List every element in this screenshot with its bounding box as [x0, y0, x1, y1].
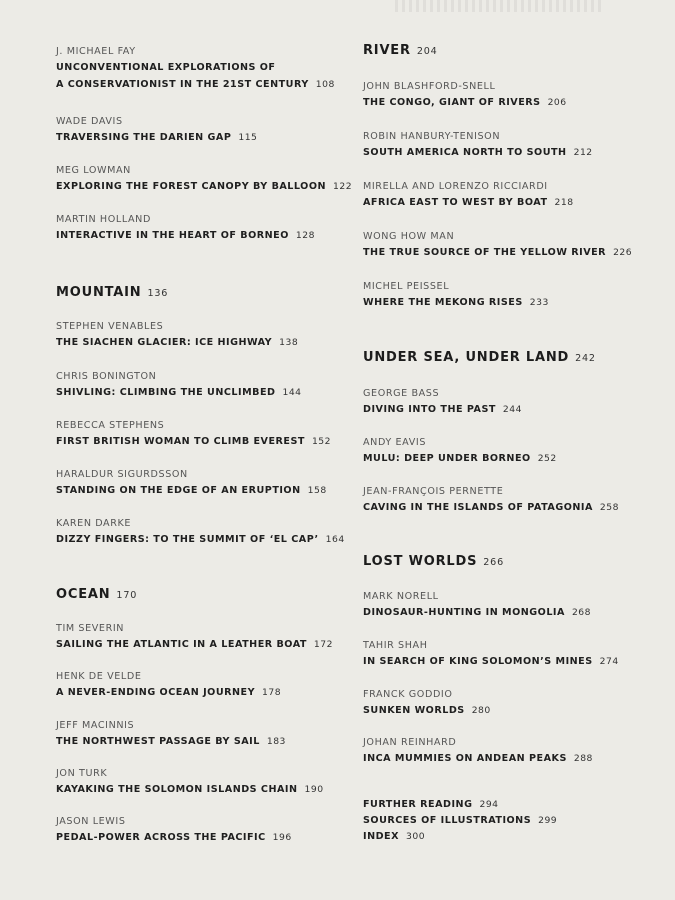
page-number: 258 [599, 502, 619, 513]
page-number: 190 [304, 784, 324, 795]
entry-title-text: MULU: DEEP UNDER BORNEO [363, 453, 531, 464]
toc-entry [363, 485, 619, 516]
page-number: 226 [613, 247, 633, 258]
page-number: 218 [554, 197, 574, 208]
entry-title [56, 129, 257, 146]
entry-title-text: FIRST BRITISH WOMAN TO CLIMB EVEREST [56, 436, 305, 447]
entry-title [363, 94, 567, 111]
entry-title-text: TRAVERSING THE DARIEN GAP [56, 132, 232, 143]
entry-title [56, 227, 315, 244]
entry-title-text: EXPLORING THE FOREST CANOPY BY BALLOON [56, 181, 327, 192]
entry-author: JEFF MACINNIS [56, 720, 135, 731]
entry-author: JON TURK [56, 768, 108, 779]
entry-title-text: UNCONVENTIONAL EXPLORATIONS OF [56, 62, 276, 73]
back-matter-list [363, 797, 557, 845]
section-heading [363, 43, 438, 58]
entry-title [56, 334, 298, 351]
toc-entry [56, 320, 298, 351]
toc-entry [56, 468, 327, 499]
entry-title-text: A NEVER-ENDING OCEAN JOURNEY [56, 687, 256, 698]
toc-entry [56, 767, 324, 798]
entry-title-text: DIVING INTO THE PAST [363, 404, 496, 415]
entry-author: KAREN DARKE [56, 518, 132, 529]
entry-title [363, 401, 522, 418]
entry-author: ANDY EAVIS [363, 437, 427, 448]
entry-title-line2 [56, 76, 335, 93]
entry-title [56, 829, 292, 846]
entry-title-text: AFRICA EAST TO WEST BY BOAT [363, 197, 548, 208]
entry-author: TIM SEVERIN [56, 623, 125, 634]
toc-entry [56, 164, 352, 195]
entry-author: MIRELLA AND LORENZO RICCIARDI [363, 181, 548, 192]
toc-entry [56, 670, 281, 701]
entry-title [56, 636, 333, 653]
page-number: 136 [147, 288, 169, 299]
page-number: 266 [483, 557, 504, 568]
entry-title-text: IN SEARCH OF KING SOLOMON’S MINES [363, 656, 593, 667]
entry-author: MARK NORELL [363, 591, 439, 602]
toc-entry [56, 115, 257, 146]
section-heading [363, 554, 504, 569]
page-number: 108 [315, 79, 335, 90]
back-matter-item [363, 813, 557, 829]
entry-author: ROBIN HANBURY-TENISON [363, 131, 501, 142]
toc-entry [363, 590, 591, 621]
entry-title-text: SAILING THE ATLANTIC IN A LEATHER BOAT [56, 639, 307, 650]
back-matter-label: SOURCES OF ILLUSTRATIONS [363, 815, 532, 826]
section-label: RIVER [363, 43, 411, 58]
page-number: 115 [238, 132, 258, 143]
section-heading [363, 350, 596, 365]
back-matter-label: INDEX [363, 831, 400, 842]
entry-title-text: THE CONGO, GIANT OF RIVERS [363, 97, 541, 108]
page-number: 274 [599, 656, 619, 667]
entry-title [56, 178, 352, 195]
entry-title-text: A CONSERVATIONIST IN THE 21ST CENTURY [56, 79, 309, 90]
page-number: 242 [575, 353, 596, 364]
entry-title [363, 294, 549, 311]
entry-title-text: DINOSAUR-HUNTING IN MONGOLIA [363, 607, 565, 618]
entry-title-text: DIZZY FINGERS: TO THE SUMMIT OF ‘EL CAP’ [56, 534, 319, 545]
toc-entry [56, 622, 333, 653]
back-matter-label: FURTHER READING [363, 799, 473, 810]
page-number: 233 [529, 297, 549, 308]
entry-title-text: PEDAL-POWER ACROSS THE PACIFIC [56, 832, 266, 843]
entry-title [363, 702, 491, 719]
page-number: 122 [333, 181, 353, 192]
page-number: 294 [479, 799, 499, 810]
section-heading [56, 285, 168, 300]
toc-entry [363, 130, 593, 161]
toc-entry [363, 387, 522, 418]
page-number: 212 [573, 147, 593, 158]
entry-author: JEAN-FRANÇOIS PERNETTE [363, 486, 504, 497]
toc-entry [363, 80, 567, 111]
entry-author: GEORGE BASS [363, 388, 440, 399]
entry-title-text: WHERE THE MEKONG RISES [363, 297, 523, 308]
toc-entry [56, 719, 286, 750]
back-matter-item [363, 829, 557, 845]
entry-author: HENK DE VELDE [56, 671, 142, 682]
entry-title [363, 194, 574, 211]
page-number: 144 [282, 387, 302, 398]
page-number: 152 [311, 436, 331, 447]
entry-author: JOHAN REINHARD [363, 737, 457, 748]
entry-title [56, 684, 281, 701]
entry-author: J. MICHAEL FAY [56, 46, 136, 57]
page-number: 288 [573, 753, 593, 764]
entry-author: MEG LOWMAN [56, 165, 131, 176]
entry-title-text: KAYAKING THE SOLOMON ISLANDS CHAIN [56, 784, 298, 795]
entry-author: JASON LEWIS [56, 816, 126, 827]
entry-author: JOHN BLASHFORD-SNELL [363, 81, 496, 92]
entry-title-text: STANDING ON THE EDGE OF AN ERUPTION [56, 485, 301, 496]
page-number: 204 [416, 46, 438, 57]
section-label: MOUNTAIN [56, 285, 142, 300]
page-number: 164 [325, 534, 345, 545]
toc-entry [56, 45, 335, 93]
toc-entry [56, 815, 292, 846]
page-number: 158 [307, 485, 327, 496]
section-label: OCEAN [56, 587, 111, 602]
entry-title-text: CAVING IN THE ISLANDS OF PATAGONIA [363, 502, 593, 513]
entry-author: CHRIS BONINGTON [56, 371, 157, 382]
entry-title [56, 531, 345, 548]
entry-title-text: SOUTH AMERICA NORTH TO SOUTH [363, 147, 567, 158]
entry-title [56, 59, 335, 76]
page-number: 178 [262, 687, 282, 698]
entry-title [56, 733, 286, 750]
page-number: 280 [471, 705, 491, 716]
page-number: 244 [502, 404, 522, 415]
entry-author: REBECCA STEPHENS [56, 420, 165, 431]
entry-title [56, 781, 324, 798]
entry-title [56, 384, 302, 401]
entry-title-text: SHIVLING: CLIMBING THE UNCLIMBED [56, 387, 276, 398]
entry-title [363, 604, 591, 621]
section-label: LOST WORLDS [363, 554, 478, 569]
back-matter-item [363, 797, 557, 813]
toc-entry [363, 436, 557, 467]
entry-title [56, 433, 331, 450]
toc-entry [56, 370, 302, 401]
page-number: 128 [295, 230, 315, 241]
entry-title-text: THE NORTHWEST PASSAGE BY SAIL [56, 736, 260, 747]
entry-title-text: INCA MUMMIES ON ANDEAN PEAKS [363, 753, 567, 764]
page-number: 196 [272, 832, 292, 843]
entry-author: MARTIN HOLLAND [56, 214, 151, 225]
page-number: 172 [313, 639, 333, 650]
entry-author: HARALDUR SIGURDSSON [56, 469, 188, 480]
entry-author: TAHIR SHAH [363, 640, 428, 651]
page-number: 138 [279, 337, 299, 348]
entry-title [363, 450, 557, 467]
entry-title [56, 482, 327, 499]
entry-title [363, 144, 593, 161]
toc-entry [363, 180, 574, 211]
section-label: UNDER SEA, UNDER LAND [363, 350, 570, 365]
page-number: 299 [538, 815, 558, 826]
toc-entry [363, 280, 549, 311]
entry-title-text: SUNKEN WORLDS [363, 705, 465, 716]
toc-entry [56, 419, 331, 450]
page-number: 268 [571, 607, 591, 618]
page-number: 183 [266, 736, 286, 747]
page-number: 170 [116, 590, 138, 601]
entry-title-text: THE TRUE SOURCE OF THE YELLOW RIVER [363, 247, 607, 258]
toc-entry [363, 230, 632, 261]
toc-entry [56, 517, 345, 548]
toc-entry [363, 736, 593, 767]
entry-title [363, 653, 619, 670]
toc-entry [363, 688, 491, 719]
entry-title-text: INTERACTIVE IN THE HEART OF BORNEO [56, 230, 289, 241]
page-number: 300 [406, 831, 426, 842]
entry-author: WONG HOW MAN [363, 231, 455, 242]
section-heading [56, 587, 137, 602]
entry-author: STEPHEN VENABLES [56, 321, 164, 332]
toc-entry [56, 213, 315, 244]
entry-title [363, 499, 619, 516]
entry-title [363, 244, 632, 261]
entry-title-text: THE SIACHEN GLACIER: ICE HIGHWAY [56, 337, 273, 348]
entry-title [363, 750, 593, 767]
entry-author: FRANCK GODDIO [363, 689, 453, 700]
print-smudge [395, 0, 605, 12]
toc-entry [363, 639, 619, 670]
entry-author: WADE DAVIS [56, 116, 123, 127]
page-number: 252 [537, 453, 557, 464]
entry-author: MICHEL PEISSEL [363, 281, 450, 292]
page-number: 206 [547, 97, 567, 108]
